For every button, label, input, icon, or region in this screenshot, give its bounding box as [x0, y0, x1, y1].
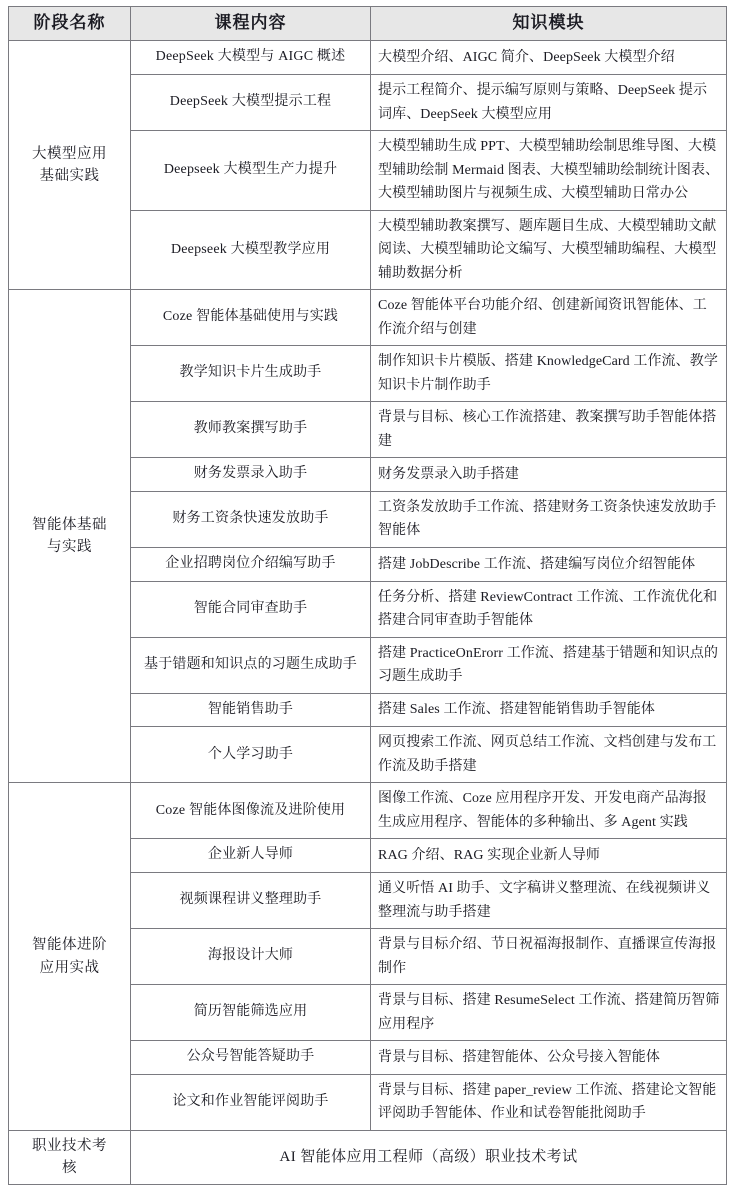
stage-name-line: 应用实战 — [39, 959, 100, 976]
table-row — [9, 783, 727, 839]
knowledge-module-cell: 大模型介绍、AIGC 简介、DeepSeek 大模型介绍 — [371, 41, 727, 75]
table-row — [9, 41, 727, 75]
curriculum-table — [8, 6, 727, 1185]
course-cell: 个人学习助手 — [131, 727, 371, 783]
exam-stage-cell — [9, 1130, 131, 1184]
course-cell: 简历智能筛选应用 — [131, 985, 371, 1041]
stage-name-cell — [9, 41, 131, 290]
knowledge-module-cell: 任务分析、搭建 ReviewContract 工作流、工作流优化和搭建合同审查助手智能体 — [371, 581, 727, 637]
knowledge-module-cell: 背景与目标、搭建 paper_review 工作流、搭建论文智能评阅助手智能体、作业和试卷智能批阅助手 — [371, 1074, 727, 1130]
exam-stage-line: 核 — [62, 1160, 77, 1177]
table-row — [9, 290, 727, 346]
knowledge-module-cell: Coze 智能体平台功能介绍、创建新闻资讯智能体、工作流介绍与创建 — [371, 290, 727, 346]
course-cell: DeepSeek 大模型提示工程 — [131, 75, 371, 131]
course-cell: 教师教案撰写助手 — [131, 402, 371, 458]
stage-name-line: 与实践 — [47, 539, 92, 556]
knowledge-module-cell: 搭建 JobDescribe 工作流、搭建编写岗位介绍智能体 — [371, 547, 727, 581]
exam-stage-line: 职业技术考 — [32, 1137, 107, 1154]
knowledge-module-cell: 通义听悟 AI 助手、文字稿讲义整理流、在线视频讲义整理流与助手搭建 — [371, 873, 727, 929]
exam-row — [9, 1130, 727, 1184]
course-cell: Deepseek 大模型生产力提升 — [131, 131, 371, 211]
table-header — [9, 7, 727, 41]
knowledge-module-cell: 背景与目标介绍、节日祝福海报制作、直播课宣传海报制作 — [371, 929, 727, 985]
course-cell: DeepSeek 大模型与 AIGC 概述 — [131, 41, 371, 75]
knowledge-module-cell: 背景与目标、搭建 ResumeSelect 工作流、搭建简历智筛应用程序 — [371, 985, 727, 1041]
course-cell: Coze 智能体基础使用与实践 — [131, 290, 371, 346]
course-cell: 海报设计大师 — [131, 929, 371, 985]
course-cell: 财务发票录入助手 — [131, 458, 371, 492]
stage-name-line: 智能体基础 — [32, 516, 107, 533]
knowledge-module-cell: 图像工作流、Coze 应用程序开发、开发电商产品海报生成应用程序、智能体的多种输出、多 Agent 实践 — [371, 783, 727, 839]
knowledge-module-cell: 制作知识卡片模版、搭建 KnowledgeCard 工作流、教学知识卡片制作助手 — [371, 346, 727, 402]
knowledge-module-cell: 背景与目标、搭建智能体、公众号接入智能体 — [371, 1041, 727, 1075]
stage-name-line: 大模型应用 — [32, 145, 107, 162]
stage-name-line: 智能体进阶 — [32, 937, 107, 954]
knowledge-module-cell: 网页搜索工作流、网页总结工作流、文档创建与发布工作流及助手搭建 — [371, 727, 727, 783]
course-cell: 智能合同审查助手 — [131, 581, 371, 637]
knowledge-module-cell: 工资条发放助手工作流、搭建财务工资条快速发放助手智能体 — [371, 491, 727, 547]
exam-content-cell: AI 智能体应用工程师（高级）职业技术考试 — [131, 1130, 727, 1184]
course-cell: 基于错题和知识点的习题生成助手 — [131, 637, 371, 693]
knowledge-module-cell: 背景与目标、核心工作流搭建、教案撰写助手智能体搭建 — [371, 402, 727, 458]
column-header-module: 知识模块 — [371, 7, 727, 41]
course-cell: 企业招聘岗位介绍编写助手 — [131, 547, 371, 581]
table-body — [9, 41, 727, 1184]
stage-name-cell — [9, 783, 131, 1131]
course-cell: 视频课程讲义整理助手 — [131, 873, 371, 929]
knowledge-module-cell: 大模型辅助生成 PPT、大模型辅助绘制思维导图、大模型辅助绘制 Mermaid 图表、大模型辅助绘制统计图表、大模型辅助图片与视频生成、大模型辅助日常办公 — [371, 131, 727, 211]
course-cell: 公众号智能答疑助手 — [131, 1041, 371, 1075]
knowledge-module-cell: 提示工程简介、提示编写原则与策略、DeepSeek 提示词库、DeepSeek 大模型应用 — [371, 75, 727, 131]
stage-name-line: 基础实践 — [39, 168, 100, 185]
course-cell: 论文和作业智能评阅助手 — [131, 1074, 371, 1130]
course-cell: 教学知识卡片生成助手 — [131, 346, 371, 402]
knowledge-module-cell: 大模型辅助教案撰写、题库题目生成、大模型辅助文献阅读、大模型辅助论文编写、大模型辅助编程、大模型辅助数据分析 — [371, 210, 727, 290]
column-header-stage: 阶段名称 — [9, 7, 131, 41]
course-cell: Deepseek 大模型教学应用 — [131, 210, 371, 290]
stage-name-cell — [9, 290, 131, 783]
course-cell: 智能销售助手 — [131, 693, 371, 727]
knowledge-module-cell: 搭建 Sales 工作流、搭建智能销售助手智能体 — [371, 693, 727, 727]
column-header-course: 课程内容 — [131, 7, 371, 41]
course-cell: 企业新人导师 — [131, 839, 371, 873]
course-cell: Coze 智能体图像流及进阶使用 — [131, 783, 371, 839]
knowledge-module-cell: 财务发票录入助手搭建 — [371, 458, 727, 492]
knowledge-module-cell: 搭建 PracticeOnErorr 工作流、搭建基于错题和知识点的习题生成助手 — [371, 637, 727, 693]
knowledge-module-cell: RAG 介绍、RAG 实现企业新人导师 — [371, 839, 727, 873]
course-cell: 财务工资条快速发放助手 — [131, 491, 371, 547]
header-row — [9, 7, 727, 41]
